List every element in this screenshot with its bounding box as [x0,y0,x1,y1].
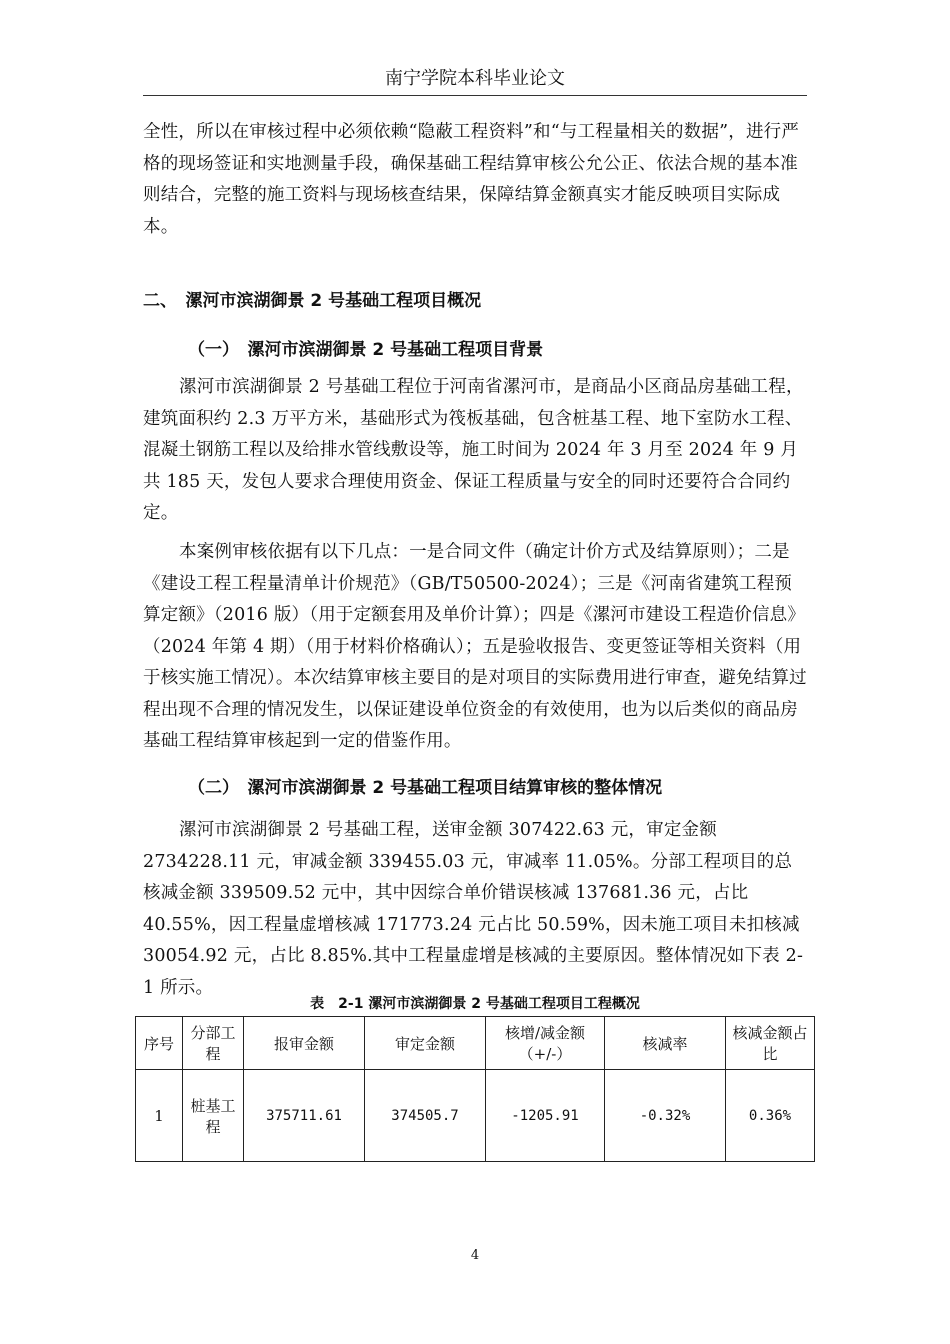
header-seq: 序号 [136,1017,183,1070]
header-share: 核减金额占比 [726,1017,815,1070]
table-row [136,1070,815,1162]
header-part: 分部工程 [183,1017,244,1070]
header-approved: 审定金额 [365,1017,486,1070]
cell-change: -1205.91 [486,1070,605,1162]
header-submitted: 报审金额 [244,1017,365,1070]
intro-paragraph: 全性，所以在审核过程中必须依赖“隐蔽工程资料”和“与工程量相关的数据”，进行严格的现场签证和实地测量手段，确保基础工程结算审核公允公正、依法合规的基本准则结合，完整的施工资料与现场核查结果，保障结算金额真实才能反映项目实际成本。 [143,122,800,237]
table-caption: 表 2-1 漯河市滨湖御景 2 号基础工程项目工程概况 [310,996,640,1012]
page-header-title: 南宁学院本科毕业论文 [385,68,565,89]
cell-submitted: 375711.61 [244,1070,365,1162]
cell-approved: 374505.7 [365,1070,486,1162]
cell-rate: -0.32% [605,1070,726,1162]
page-number: 4 [470,1248,480,1263]
overview-paragraph: 漯河市滨湖御景 2 号基础工程，送审金额 307422.63 元，审定金额 2734228.11 元，审减金额 339455.03 元，审减率 11.05%。分部工程项目的总核减金额 339509.52 元中，其中因综合单价错误核减 137681.36 元，占比 40.55%，因工程量虚增核减 171773.24 元占比 50.59%，因未施工项目未扣核减 30054.92 元，占比 8.85%.其中工程量虚增是核减的主要原因。整体情况如下表 2-1 所示。 [143,820,804,998]
cell-part: 桩基工程 [183,1070,244,1162]
subsection-heading-background: （一） 漯河市滨湖御景 2 号基础工程项目背景 [188,340,544,360]
cell-seq: 1 [136,1070,183,1162]
background-paragraph-2: 本案例审核依据有以下几点：一是合同文件（确定计价方式及结算原则）；二是《建设工程工程量清单计价规范》（GB/T50500-2024）；三是《河南省建筑工程预算定额》（2016 版）（用于定额套用及单价计算）；四是《漯河市建设工程造价信息》（2024 年第 4 期）（用于材料价格确认）；五是验收报告、变更签证等相关资料（用于核实施工情况）。本次结算审核主要目的是对项目的实际费用进行审查，避免结算过程出现不合理的情况发生，以保证建设单位资金的有效使用，也为以后类似的商品房基础工程结算审核起到一定的借鉴作用。 [143,542,807,751]
header-change: 核增/减金额（+/-） [486,1017,605,1070]
background-paragraph-1: 漯河市滨湖御景 2 号基础工程位于河南省漯河市，是商品小区商品房基础工程，建筑面积约 2.3 万平方米，基础形式为筏板基础，包含桩基工程、地下室防水工程、混凝土钢筋工程以及给排水管线敷设等，施工时间为 2024 年 3 月至 2024 年 9 月共 185 天，发包人要求合理使用资金、保证工程质量与安全的同时还要符合合同约定。 [143,377,804,523]
header-divider [143,95,807,96]
cell-share: 0.36% [726,1070,815,1162]
section-heading: 二、 漯河市滨湖御景 2 号基础工程项目概况 [143,291,482,311]
header-rate: 核减率 [605,1017,726,1070]
table-header-row [136,1017,815,1070]
project-summary-table [135,1016,815,1162]
subsection-heading-overview: （二） 漯河市滨湖御景 2 号基础工程项目结算审核的整体情况 [188,778,663,798]
